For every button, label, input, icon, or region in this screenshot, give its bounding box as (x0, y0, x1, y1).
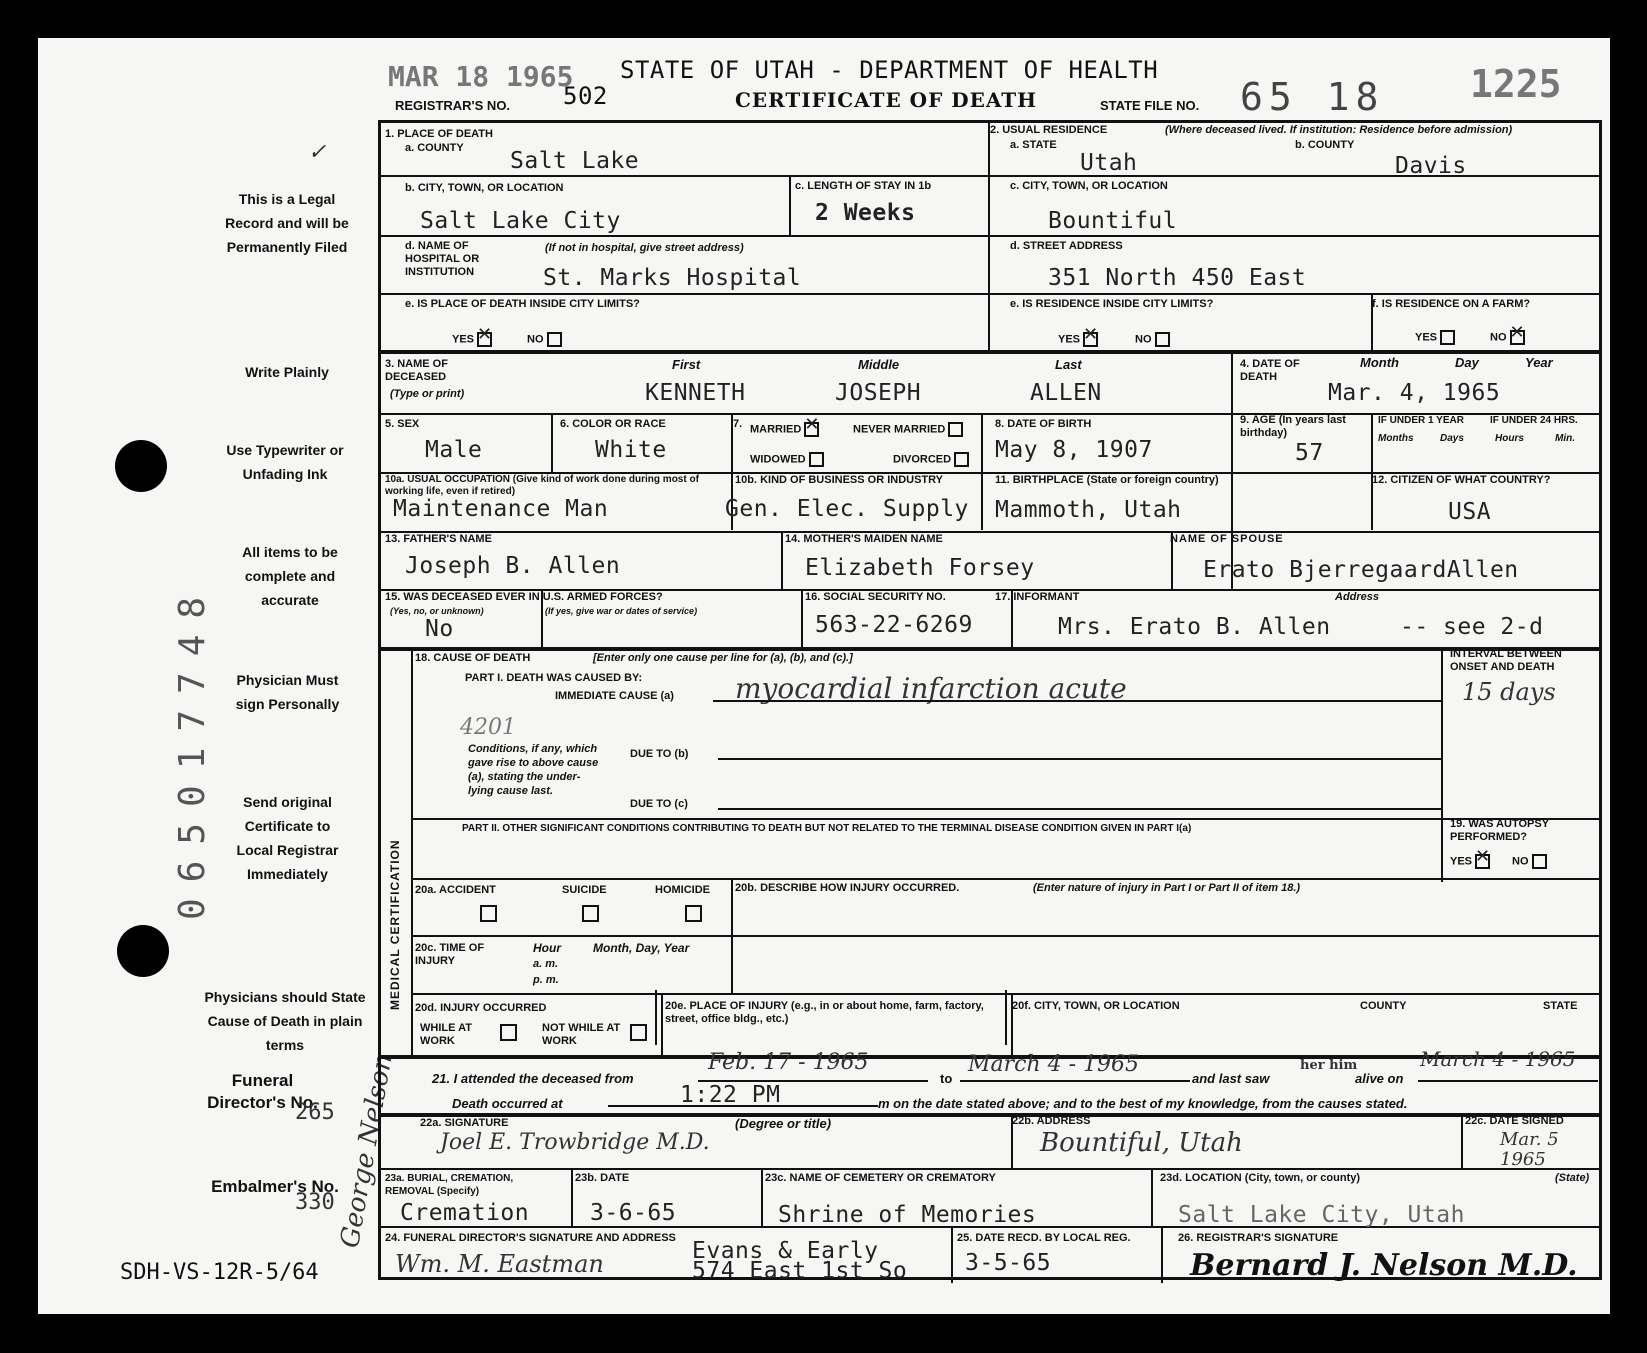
label-to: to (940, 1071, 953, 1086)
value-her-him: her him (1300, 1058, 1358, 1073)
label-am: a. m. (533, 958, 559, 970)
label-citizen: 12. CITIZEN OF WHAT COUNTRY? (1372, 474, 1551, 486)
label-interval: INTERVAL BETWEEN ONSET AND DEATH (1450, 648, 1562, 673)
label-name-deceased: 3. NAME OF DECEASED (385, 358, 448, 383)
res-city-limits-yes[interactable]: YES✕ (1058, 332, 1098, 347)
label-injury-county: COUNTY (1360, 1000, 1407, 1012)
label-res-county: b. COUNTY (1295, 139, 1355, 151)
label-date-signed: 22c. DATE SIGNED (1465, 1115, 1564, 1127)
label-ssn: 16. SOCIAL SECURITY NO. (805, 591, 946, 603)
certificate-title: CERTIFICATE OF DEATH (735, 88, 1038, 112)
label-part-2: PART II. OTHER SIGNIFICANT CONDITIONS CONTRIBUTING TO DEATH BUT NOT RELATED TO THE TERMINAL DISEASE CONDITION GIVEN IN PART I(a) (462, 823, 1192, 834)
label-signature: 22a. SIGNATURE (420, 1117, 509, 1129)
form-code: SDH-VS-12R-5/64 (120, 1260, 319, 1285)
sidebar-all-items: All items to be complete and accurate (242, 544, 338, 608)
label-month-day-year: Month, Day, Year (593, 941, 690, 955)
label-armed-note1: (Yes, no, or unknown) (390, 606, 484, 616)
embalmer-no: 330 (295, 1190, 335, 1215)
label-time-of-injury: 20c. TIME OF INJURY (415, 942, 485, 967)
value-registrar-signature: Bernard J. Nelson M.D. (1190, 1248, 1578, 1283)
sidebar-legal-record: This is a Legal Record and will be Permanently Filed (225, 191, 349, 255)
label-disp-date: 23b. DATE (575, 1172, 630, 1184)
value-county: Salt Lake (510, 148, 640, 174)
label-mother: 14. MOTHER'S MAIDEN NAME (785, 533, 943, 545)
sidebar-typewriter: Use Typewriter or Unfading Ink (226, 442, 344, 482)
label-part-1: PART I. DEATH WAS CAUSED BY: (465, 672, 643, 684)
value-informant-address: -- see 2-d (1400, 614, 1544, 640)
funeral-director-no: 265 (295, 1100, 335, 1125)
label-not-while-at-work: NOT WHILE AT WORK (542, 1022, 621, 1047)
sidebar-write-plainly: Write Plainly (245, 364, 329, 380)
value-age: 57 (1295, 440, 1324, 466)
punch-hole-top (115, 440, 167, 492)
value-date-signed: Mar. 5 1965 (1500, 1129, 1559, 1170)
value-cert-address: Bountiful, Utah (1040, 1128, 1243, 1158)
label-cause-of-death: 18. CAUSE OF DEATH (415, 652, 531, 664)
value-fd-signature: Wm. M. Eastman (395, 1250, 604, 1278)
label-cause-note: [Enter only one cause per line for (a), (b), and (c).] (593, 652, 853, 664)
value-location: Salt Lake City, Utah (1178, 1202, 1465, 1228)
autopsy-no[interactable]: NO (1512, 854, 1547, 869)
label-type-or-print: (Type or print) (390, 388, 465, 400)
label-injury-how-note: (Enter nature of injury in Part I or Part II of item 18.) (1033, 882, 1301, 894)
registrar-no: 502 (563, 82, 608, 110)
sidebar-embalmer-label: Embalmer's No. (211, 1177, 339, 1196)
label-armed-forces: 15. WAS DECEASED EVER IN U.S. ARMED FORCES? (385, 591, 663, 603)
label-accident: 20a. ACCIDENT (415, 884, 496, 896)
label-pm: p. m. (533, 974, 559, 986)
value-res-county: Davis (1395, 153, 1467, 179)
check-mark: ✓ (308, 140, 327, 165)
sidebar-send-original: Send original Certificate to Local Registrar Immediately (236, 794, 339, 882)
marital-never-married[interactable]: NEVER MARRIED (853, 422, 963, 437)
value-res-state: Utah (1080, 150, 1138, 176)
sidebar-physicians-should: Physicians should State Cause of Death in plain terms (204, 989, 366, 1053)
label-under-1-year: IF UNDER 1 YEAR (1378, 415, 1464, 426)
value-cause-a: myocardial infarction acute (735, 672, 1127, 705)
label-disposition: 23a. BURIAL, CREMATION, REMOVAL (Specify) (385, 1173, 514, 1197)
value-industry: Gen. Elec. Supply (725, 496, 969, 522)
label-month: Month (1360, 355, 1399, 370)
label-degree: (Degree or title) (735, 1116, 832, 1131)
label-location: 23d. LOCATION (City, town, or county) (1160, 1172, 1361, 1184)
label-first: First (672, 357, 701, 372)
value-icd-code: 4201 (460, 715, 516, 740)
label-months: Months (1378, 433, 1414, 444)
label-autopsy: 19. WAS AUTOPSY PERFORMED? (1450, 818, 1549, 843)
homicide-checkbox[interactable] (685, 905, 702, 922)
label-due-to-c: DUE TO (c) (630, 798, 688, 810)
value-fd-address: 574 East 1st So (692, 1258, 908, 1284)
punch-hole-bottom (117, 925, 169, 977)
label-dob: 8. DATE OF BIRTH (995, 418, 1092, 430)
value-informant: Mrs. Erato B. Allen (1058, 614, 1331, 640)
accident-checkbox[interactable] (480, 905, 497, 922)
label-hospital: d. NAME OF HOSPITAL OR INSTITUTION (405, 240, 480, 278)
value-spouse: Erato BjerregaardAllen (1203, 557, 1519, 583)
value-citizen: USA (1448, 499, 1492, 525)
label-under-24-hrs: IF UNDER 24 HRS. (1490, 415, 1578, 426)
farm-no[interactable]: NO✕ (1490, 330, 1525, 345)
label-place-of-injury: 20e. PLACE OF INJURY (e.g., in or about home, farm, factory, street, office bldg., etc.) (665, 1000, 984, 1025)
registrar-no-label: REGISTRAR'S NO. (395, 98, 511, 113)
value-res-street: 351 North 450 East (1048, 265, 1307, 291)
res-city-limits-no[interactable]: NO (1135, 332, 1170, 347)
death-city-limits-no[interactable]: NO (527, 332, 562, 347)
label-last-saw: and last saw (1192, 1071, 1270, 1086)
label-armed-note2: (If yes, give war or dates of service) (545, 606, 698, 616)
label-date-received: 25. DATE RECD. BY LOCAL REG. (957, 1232, 1131, 1244)
label-funeral-director: 24. FUNERAL DIRECTOR'S SIGNATURE AND ADDRESS (385, 1232, 676, 1244)
value-attended-from: Feb. 17 - 1965 (708, 1050, 869, 1075)
label-death-city-limits: e. IS PLACE OF DEATH INSIDE CITY LIMITS? (405, 298, 640, 310)
label-injury-city: 20f. CITY, TOWN, OR LOCATION (1012, 1000, 1180, 1012)
label-conditions: Conditions, if any, which gave rise to above cause (a), stating the under-lying cause last. (468, 743, 599, 797)
value-race: White (595, 437, 667, 463)
label-due-to-b: DUE TO (b) (630, 748, 689, 760)
label-cert-address: 22b. ADDRESS (1012, 1115, 1091, 1127)
label-res-state: a. STATE (1010, 139, 1057, 151)
value-city: Salt Lake City (420, 208, 621, 234)
farm-yes[interactable]: YES (1415, 330, 1455, 345)
value-first-name: KENNETH (645, 380, 746, 406)
value-mother: Elizabeth Forsey (805, 555, 1035, 581)
label-res-city: c. CITY, TOWN, OR LOCATION (1010, 180, 1168, 192)
value-disposition: Cremation (400, 1200, 530, 1226)
label-marital: 7. (733, 418, 743, 430)
state-file-no: 65 18 (1240, 75, 1385, 119)
label-sex: 5. SEX (385, 418, 420, 430)
while-at-work-checkbox[interactable] (500, 1024, 517, 1041)
label-days: Days (1440, 433, 1464, 444)
label-address: Address (1335, 591, 1380, 603)
label-alive-on: alive on (1355, 1071, 1404, 1086)
label-suicide: SUICIDE (562, 884, 607, 896)
label-date-of-death: 4. DATE OF DEATH (1240, 358, 1300, 383)
label-city: b. CITY, TOWN, OR LOCATION (405, 182, 564, 194)
value-ssn: 563-22-6269 (815, 612, 973, 638)
marital-married[interactable]: MARRIED✕ (750, 422, 819, 437)
label-medical-certification: MEDICAL CERTIFICATION (388, 839, 402, 1010)
label-while-at-work: WHILE AT WORK (420, 1022, 472, 1047)
value-alive-on: March 4 - 1965 (1420, 1047, 1576, 1071)
label-injury-how: 20b. DESCRIBE HOW INJURY OCCURRED. (735, 882, 960, 894)
label-race: 6. COLOR OR RACE (560, 418, 666, 430)
label-industry: 10b. KIND OF BUSINESS OR INDUSTRY (735, 474, 944, 486)
value-stay: 2 Weeks (815, 200, 916, 226)
stamp-number: 1225 (1470, 62, 1562, 106)
label-attended: 21. I attended the deceased from (432, 1071, 634, 1086)
value-cemetery: Shrine of Memories (778, 1202, 1037, 1228)
sidebar-physician: Physician Must sign Personally (235, 672, 340, 712)
label-res-city-limits: e. IS RESIDENCE INSIDE CITY LIMITS? (1010, 298, 1214, 310)
label-day: Day (1455, 355, 1479, 370)
label-injury-state: STATE (1543, 1000, 1578, 1012)
sidebar-funeral-label: Funeral Director's No. (207, 1071, 318, 1112)
death-city-limits-yes[interactable]: YES✕ (452, 332, 492, 347)
suicide-checkbox[interactable] (582, 905, 599, 922)
value-interval: 15 days (1462, 678, 1556, 706)
label-place-of-death: 1. PLACE OF DEATH (385, 128, 493, 140)
label-occupation: 10a. USUAL OCCUPATION (Give kind of work done during most of working life, even if retired) (385, 474, 699, 497)
label-res-street: d. STREET ADDRESS (1010, 240, 1123, 252)
received-date-stamp: MAR 18 1965 (388, 60, 574, 93)
value-sex: Male (425, 437, 483, 463)
value-disp-date: 3-6-65 (590, 1200, 677, 1226)
label-immediate-cause: IMMEDIATE CAUSE (a) (555, 690, 674, 702)
label-county: a. COUNTY (405, 142, 464, 154)
label-year: Year (1525, 355, 1553, 370)
label-age: 9. AGE (In years last birthday) (1240, 414, 1346, 439)
state-file-label: STATE FILE NO. (1100, 98, 1200, 113)
label-registrar-signature: 26. REGISTRAR'S SIGNATURE (1178, 1232, 1339, 1244)
marital-widowed[interactable]: WIDOWED (750, 452, 824, 467)
label-usual-residence: 2. USUAL RESIDENCE (990, 124, 1108, 136)
label-min: Min. (1555, 433, 1575, 444)
label-hours: Hours (1495, 433, 1524, 444)
label-cemetery: 23c. NAME OF CEMETERY OR CREMATORY (765, 1172, 996, 1184)
value-res-city: Bountiful (1048, 208, 1178, 234)
value-father: Joseph B. Allen (405, 553, 621, 579)
label-m-on-date: m on the date stated above; and to the best of my knowledge, from the causes stated. (878, 1096, 1408, 1111)
label-hospital-note: (If not in hospital, give street address) (545, 242, 744, 254)
label-spouse: NAME OF SPOUSE (1170, 533, 1284, 545)
state-department-title: STATE OF UTAH - DEPARTMENT OF HEALTH (620, 56, 1159, 84)
value-last-name: ALLEN (1030, 380, 1102, 406)
value-hospital: St. Marks Hospital (543, 265, 802, 291)
label-last: Last (1055, 357, 1082, 372)
label-homicide: HOMICIDE (655, 884, 710, 896)
value-birthplace: Mammoth, Utah (995, 497, 1182, 523)
label-length-of-stay: c. LENGTH OF STAY IN 1b (795, 180, 932, 192)
value-death-date: Mar. 4, 1965 (1328, 380, 1501, 406)
value-middle-name: JOSEPH (835, 380, 922, 406)
margin-serial-number: 065017748 (172, 580, 213, 920)
label-farm: f. IS RESIDENCE ON A FARM? (1372, 298, 1531, 310)
value-date-received: 3-5-65 (965, 1250, 1052, 1276)
label-informant: 17. INFORMANT (995, 591, 1080, 603)
label-birthplace: 11. BIRTHPLACE (State or foreign country) (995, 474, 1219, 486)
value-physician-signature: Joel E. Trowbridge M.D. (440, 1130, 710, 1155)
value-armed-forces: No (425, 616, 454, 642)
label-father: 13. FATHER'S NAME (385, 533, 492, 545)
marital-divorced[interactable]: DIVORCED (893, 452, 969, 467)
label-state-paren: (State) (1555, 1172, 1590, 1184)
value-time-of-death: 1:22 PM (680, 1082, 781, 1108)
label-middle: Middle (858, 357, 900, 372)
label-injury-occurred: 20d. INJURY OCCURRED (415, 1002, 547, 1014)
margin-signature: George Nelson (335, 1051, 399, 1251)
value-dob: May 8, 1907 (995, 437, 1153, 463)
label-death-occurred: Death occurred at (452, 1096, 563, 1111)
label-residence-note: (Where deceased lived. If institution: Residence before admission) (1165, 124, 1513, 136)
value-attended-to: March 4 - 1965 (968, 1052, 1140, 1077)
value-occupation: Maintenance Man (393, 496, 609, 522)
label-hour: Hour (533, 941, 561, 955)
not-while-at-work-checkbox[interactable] (630, 1024, 647, 1041)
autopsy-yes[interactable]: YES✕ (1450, 854, 1490, 869)
value-fd-name: Evans & Early (692, 1238, 879, 1264)
